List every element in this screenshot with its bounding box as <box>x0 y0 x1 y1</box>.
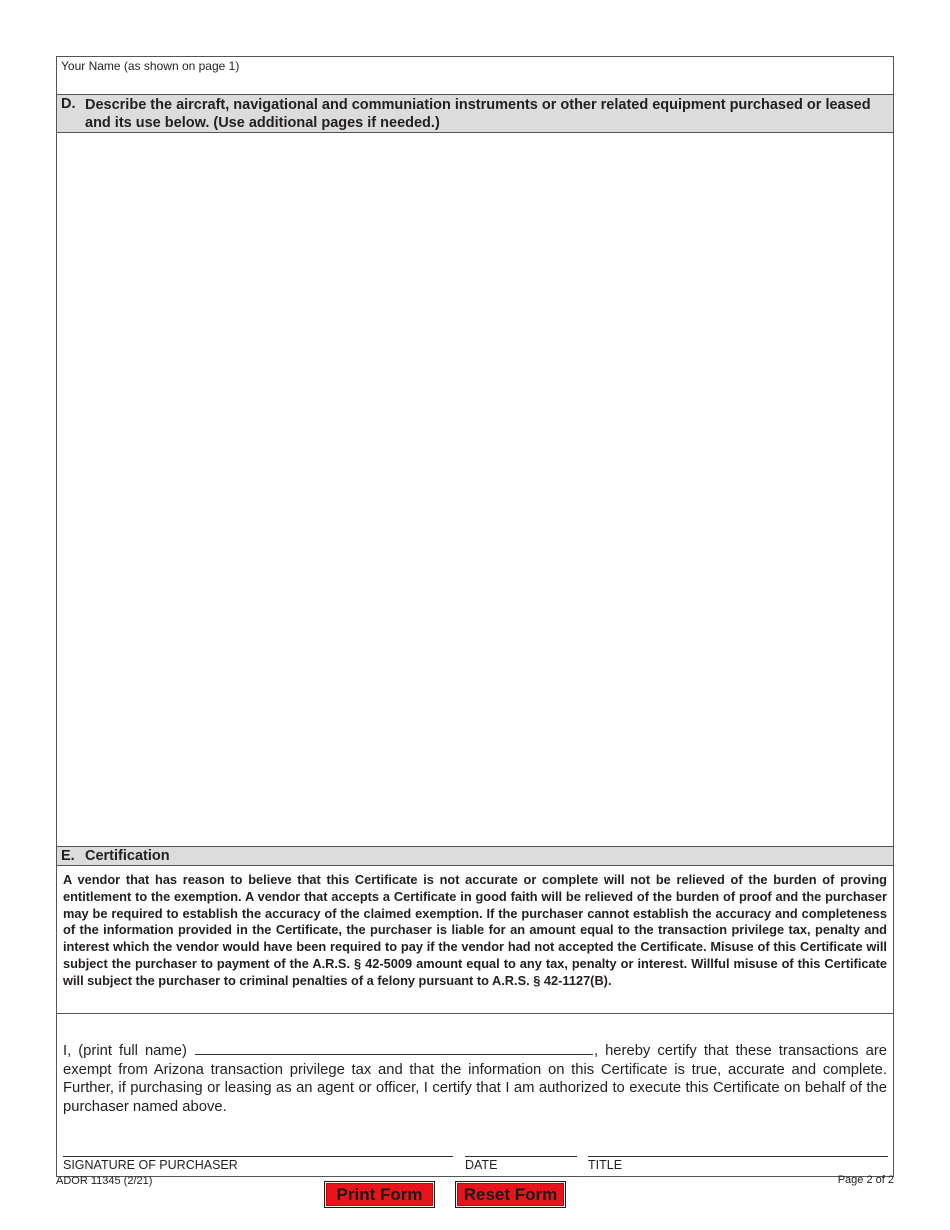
section-d-letter: D. <box>61 96 76 112</box>
equipment-description-field[interactable] <box>57 133 893 847</box>
certify-statement <box>63 1040 887 1116</box>
date-field[interactable] <box>465 1156 577 1172</box>
certify-prefix: I, (print full name) <box>63 1043 187 1059</box>
title-field[interactable] <box>588 1156 888 1172</box>
certificate-form <box>56 56 894 1177</box>
certify-suffix: , hereby certify that these transactions are exempt from Arizona transaction privilege tax and that the information on this Certificate is true, accurate and complete. Further, if purchasing or leasing as an agent or officer, I certify that I am authorized to execute this Certificate on behalf of the purchaser named above. <box>63 1043 887 1115</box>
print-form-button[interactable]: Print Form <box>324 1181 435 1208</box>
title-label: TITLE <box>588 1158 623 1172</box>
name-label: Your Name (as shown on page 1) <box>61 59 240 73</box>
name-input[interactable] <box>61 74 889 94</box>
section-d-header <box>57 95 893 133</box>
section-d-title: Describe the aircraft, navigational and communiation instruments or other related equipment purchased or leased and its use below. (Use additional pages if needed.) <box>85 97 871 131</box>
signature-label: SIGNATURE OF PURCHASER <box>63 1158 238 1172</box>
certification-notice: A vendor that has reason to believe that this Certificate is not accurate or complete will not be relieved of the burden of proving entitlement to the exemption. A vendor that accepts a Certificate in good faith will be relieved of the burden of proof and the purchaser may be required to establish the accuracy of the claimed exemption. If the purchaser cannot establish the accuracy and completeness of the information provided in the Certificate, the purchaser is liable for an amount equal to the transaction privilege tax, penalty and interest which the vendor would have been required to pay if the vendor had not accepted the Certificate. Misuse of this Certificate will subject the purchaser to payment of the A.R.S. § 42-5009 amount equal to any tax, penalty or interest. Willful misuse of this Certificate will subject the purchaser to criminal penalties of a felony pursuant to A.R.S. § 42-1127(B). <box>57 866 893 1014</box>
full-name-field[interactable] <box>195 1040 593 1055</box>
section-e-letter: E. <box>61 847 75 864</box>
page-number: Page 2 of 2 <box>837 1174 894 1186</box>
reset-form-button[interactable]: Reset Form <box>455 1181 566 1208</box>
certify-block <box>57 1014 893 1176</box>
name-row <box>57 57 893 95</box>
form-id: ADOR 11345 (2/21) <box>56 1175 153 1187</box>
section-e-header <box>57 847 893 866</box>
signature-field[interactable] <box>63 1156 453 1172</box>
section-e-title: Certification <box>85 847 170 864</box>
date-label: DATE <box>465 1158 498 1172</box>
